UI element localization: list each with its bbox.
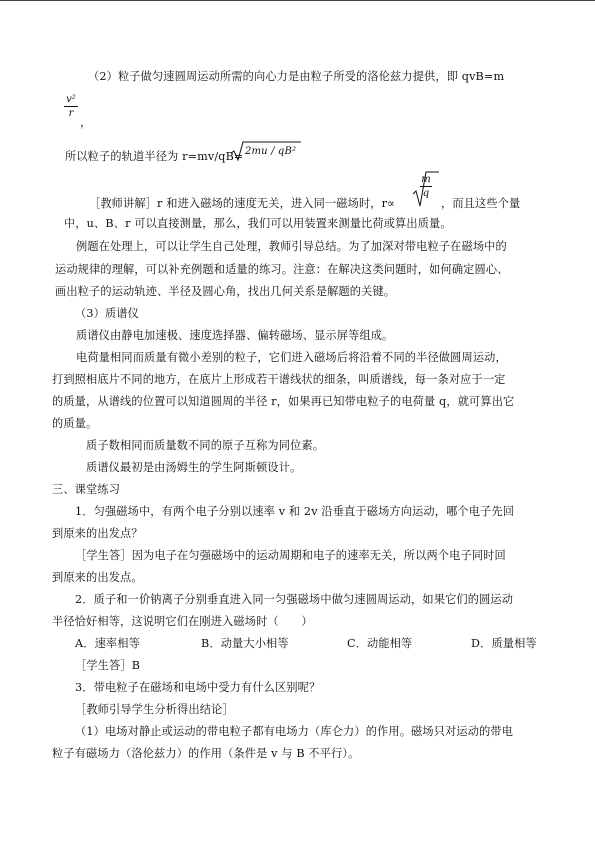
paragraph-line: 粒子有磁场力（洛伦兹力）的作用（条件是 v 与 B 不平行）。 <box>52 747 360 760</box>
fraction-numerator: m <box>421 174 431 185</box>
question-line: 1．匀强磁场中，有两个电子分别以速率 v 和 2v 沿垂直于磁场方向运动，哪个电子先回 <box>75 505 515 518</box>
fraction-denominator: q <box>422 188 430 199</box>
paragraph-line: 画出粒子的运动轨迹、半径及圆心角，找出几何关系是解题的关键。 <box>55 285 396 298</box>
paragraph-line: 电荷量相同而质量有微小差别的粒子，它们进入磁场后将沿着不同的半径做圆周运动， <box>76 351 507 364</box>
question-line: 到原来的出发点？ <box>52 527 143 540</box>
answer-line: ［学生答］因为电子在匀强磁场中的运动周期和电子的速率无关，所以两个电子同时回 <box>75 549 506 562</box>
question-line: 3．带电粒子在磁场和电场中受力有什么区别呢？ <box>75 681 321 694</box>
option-c: C．动能相等 <box>347 637 413 650</box>
fraction-v2-over-r <box>64 94 78 119</box>
option-d: D．质量相等 <box>471 637 537 650</box>
answer-line: ［学生答］B <box>75 659 141 672</box>
paragraph-line: （1）电场对静止或运动的带电粒子都有电场力（库仑力）的作用。磁场只对运动的带电 <box>75 725 514 738</box>
paragraph-line: ［教师引导学生分析得出结论］ <box>75 703 234 716</box>
option-a: A．速率相等 <box>75 637 140 650</box>
sqrt-expression: 2mu / qB² <box>245 146 297 157</box>
fraction-denominator: r <box>68 108 74 119</box>
fraction-bar <box>420 186 432 187</box>
paragraph-line: 质谱仪由静电加速极、速度选择器、偏转磁场、显示屏等组成。 <box>76 329 394 342</box>
fraction-numerator: v² <box>66 94 76 105</box>
paragraph-line: （2）粒子做匀速圆周运动所需的向心力是由粒子所受的洛伦兹力提供，即 qvB=m <box>88 70 505 83</box>
paragraph-line: 所以粒子的轨道半径为 r=mv/qB= <box>65 150 244 163</box>
paragraph-line: 的质量。 <box>52 417 98 430</box>
fraction-bar <box>64 106 78 107</box>
paragraph-line: 中，u、B、r 可以直接测量，那么，我们可以用装置来测量比荷或算出质量。 <box>64 217 452 230</box>
fraction-m-over-q <box>420 174 432 199</box>
section-heading: 三、课堂练习 <box>52 483 121 496</box>
paragraph-line: 例题在处理上，可以让学生自己处理，教师引导总结。为了加深对带电粒子在磁场中的 <box>76 240 507 253</box>
question-line: 半径恰好相等，这说明它们在刚进入磁场时（ ） <box>52 615 313 628</box>
section-heading: （3）质谱仪 <box>75 307 139 320</box>
question-line: 2．质子和一价钠离子分别垂直进入同一匀强磁场中做匀速圆周运动，如果它们的圆运动 <box>75 593 514 606</box>
comma: ， <box>80 116 92 129</box>
paragraph-line: 运动规律的理解，可以补充例题和适量的练习。注意：在解决这类问题时，如何确定圆心、 <box>55 263 509 276</box>
page-top-rule <box>0 0 595 1</box>
paragraph-line: 的质量，从谱线的位置可以知道圆周的半径 r，如果再已知带电粒子的电荷量 q，就可算出它 <box>52 395 515 408</box>
paragraph-line: ，而且这些个量 <box>441 197 521 210</box>
paragraph-line: 质子数相同而质量数不同的原子互称为同位素。 <box>86 439 325 452</box>
paragraph-line: 打到照相底片不同的地方，在底片上形成若干谱线状的细条，叫质谱线，每一条对应于一定 <box>52 373 506 386</box>
paragraph-line: ［教师讲解］r 和进入磁场的速度无关，进入同一磁场时，r∝ <box>89 197 395 210</box>
option-b: B．动量大小相等 <box>201 637 289 650</box>
answer-line: 到原来的出发点。 <box>52 571 143 584</box>
paragraph-line: 质谱仪最初是由汤姆生的学生阿斯顿设计。 <box>86 461 302 474</box>
